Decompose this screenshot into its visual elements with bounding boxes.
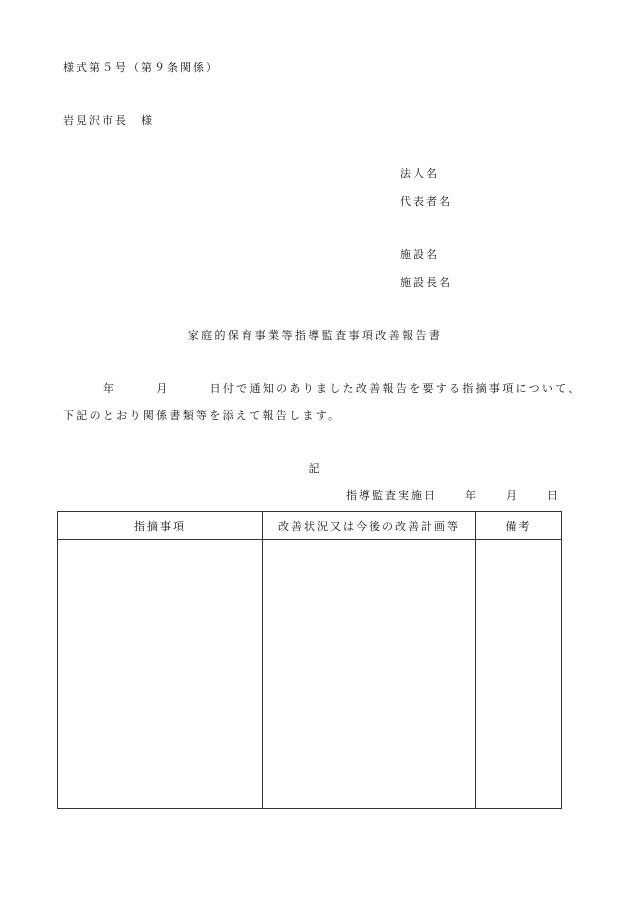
corporation-name-label: 法人名 (400, 167, 439, 180)
notice-text: 日付で通知のありました改善報告を要する指摘事項について、 (209, 382, 582, 395)
body-paragraph-line-1 (63, 382, 582, 396)
inspection-date-label: 指導監査実施日 (346, 489, 437, 502)
representative-name-label: 代表者名 (400, 195, 452, 208)
findings-cell[interactable] (58, 540, 263, 809)
inspection-day: 日 (547, 489, 560, 502)
inspection-month: 月 (506, 489, 519, 502)
addressee: 岩見沢市長 様 (63, 114, 154, 127)
inspection-year: 年 (465, 489, 478, 502)
facility-name-label: 施設名 (400, 248, 439, 261)
header-remarks: 備考 (476, 512, 562, 540)
form-number: 様式第５号（第９条関係） (63, 61, 219, 74)
ki-heading: 記 (308, 462, 322, 475)
notice-year: 年 (103, 382, 117, 395)
table-header-row (58, 512, 562, 540)
document-title: 家庭的保育事業等指導監査事項改善報告書 (187, 329, 443, 342)
body-paragraph-line-2: 下記のとおり関係書類等を添えて報告します。 (63, 409, 342, 422)
improvement-report-table (57, 511, 562, 809)
remarks-cell[interactable] (476, 540, 562, 809)
header-improvement-status: 改善状況又は今後の改善計画等 (263, 512, 476, 540)
notice-month: 月 (156, 382, 170, 395)
inspection-date (346, 489, 560, 503)
header-findings: 指摘事項 (58, 512, 263, 540)
facility-director-label: 施設長名 (400, 276, 452, 289)
table-row (58, 540, 562, 809)
improvement-status-cell[interactable] (263, 540, 476, 809)
